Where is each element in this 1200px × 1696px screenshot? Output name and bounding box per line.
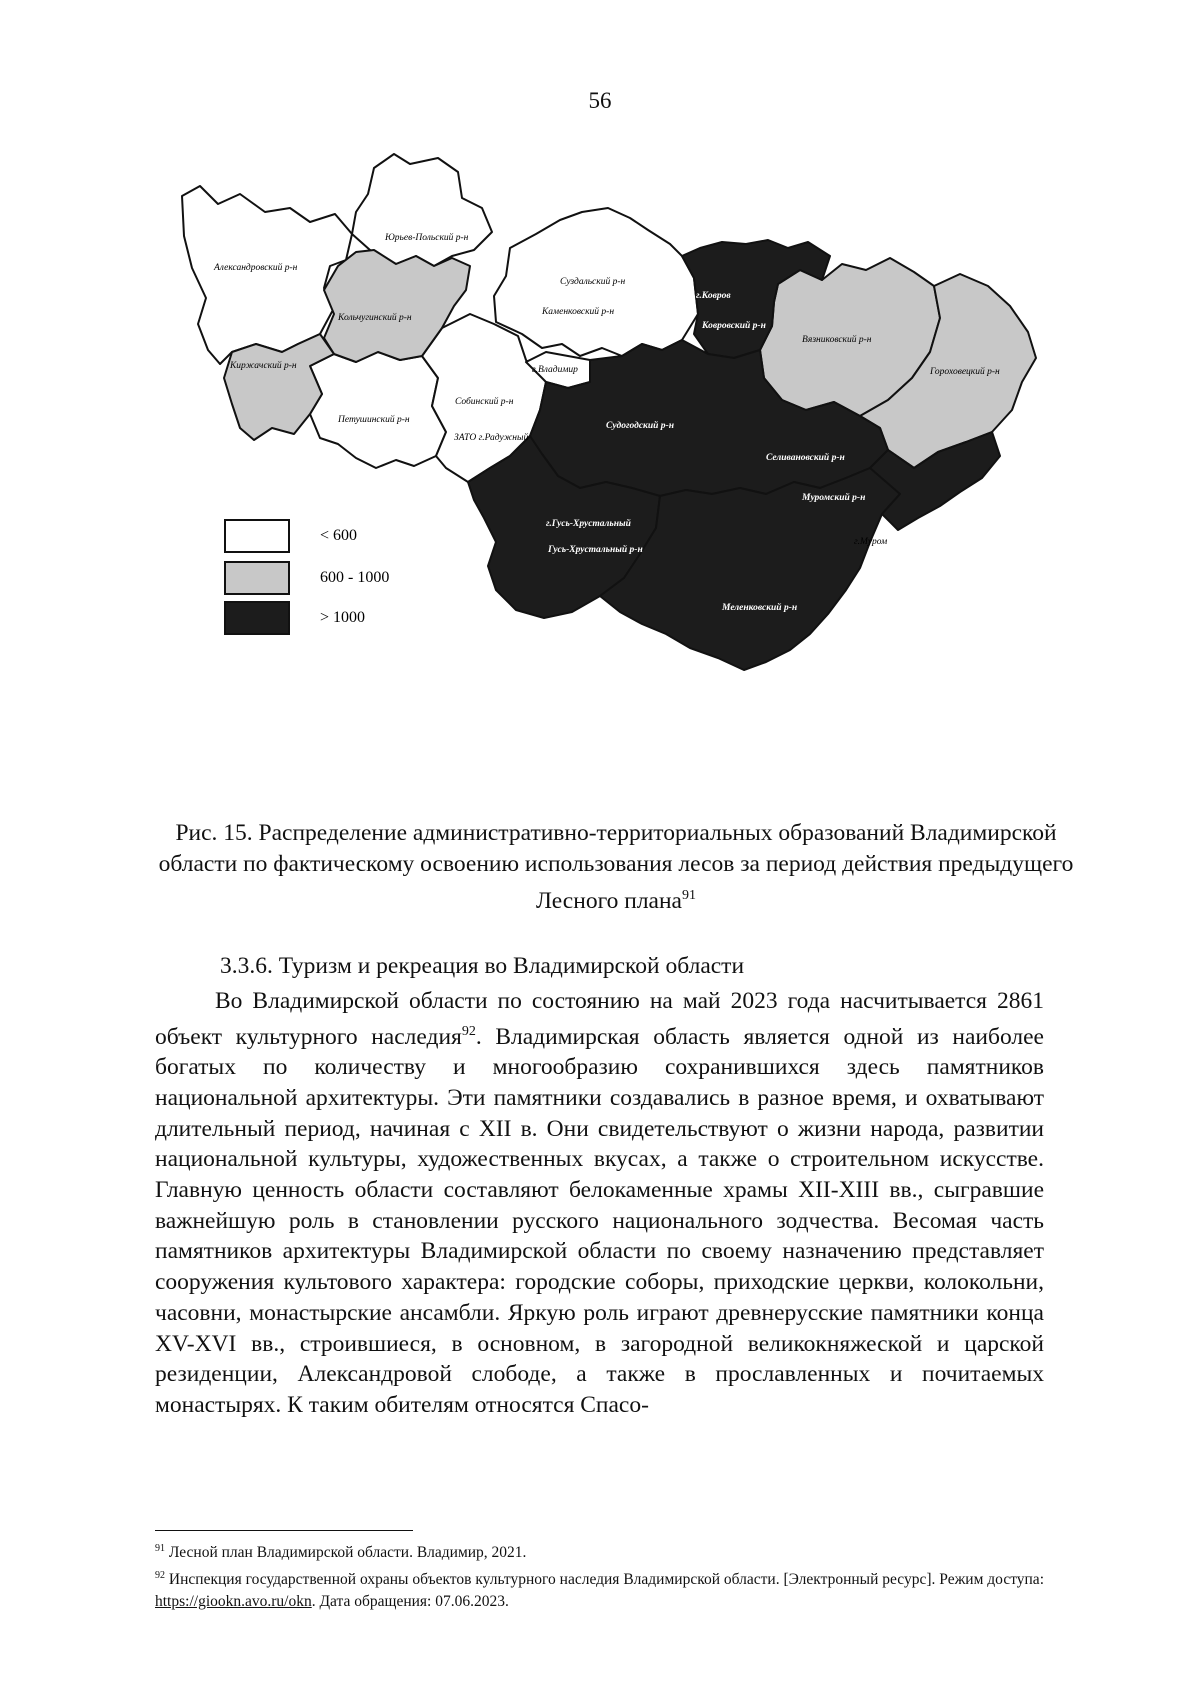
label-selivanovsky: Селивановский р-н	[766, 453, 845, 463]
legend-swatch-mid	[225, 562, 289, 594]
label-kirzhachsky: Киржачский р-н	[230, 361, 297, 371]
footnote-92	[155, 1565, 1044, 1613]
legend-swatch-low	[225, 520, 289, 552]
paragraph-part-1: Во Владимирской области по состоянию на май 2023 года насчитывается 2861 объект культурного наследия	[155, 988, 1044, 1050]
footnote-link[interactable]: https://giookn.avo.ru/okn	[155, 1593, 312, 1611]
label-kolchuginsky: Кольчугинский р-н	[338, 313, 412, 323]
legend-label-high: > 1000	[320, 609, 366, 626]
paragraph-footnote-ref: 92	[461, 1023, 476, 1039]
label-gus-district: Гусь-Хрустальный р-н	[548, 545, 643, 555]
label-kovrov-city: г.Ковров	[696, 291, 731, 301]
page-number: 56	[588, 88, 612, 113]
footnote-text: Инспекция государственной охраны объектов культурного наследия Владимирской области. [Электронный ресурс]. Режим доступа:	[168, 1571, 1044, 1589]
caption-text: Рис. 15. Распределение административно-территориальных образований Владимирской области по фактическому освоению использования лесов за период действия предыдущего Лесного плана	[158, 820, 1074, 914]
body-paragraph	[155, 986, 1044, 1421]
district-petushinsky	[310, 352, 446, 468]
caption-footnote-ref: 91	[681, 888, 696, 903]
label-vladimir: г.Владимир	[532, 365, 578, 375]
footnote-91	[155, 1538, 1044, 1564]
label-yuryev: Юрьев-Польский р-н	[385, 233, 469, 243]
district-map	[170, 138, 1100, 778]
paragraph-part-2: . Владимирская область является одной из наиболее богатых по количеству и многообразию сохранившихся здесь памятников национальной архитектуры. Эти памятники создавались в разное время, и охватывают длительный период, начиная с XII в. Они свидетельствуют о жизни народа, развитии национальной культуры, художественных вкусах, а также о строительном искусстве. Главную ценность области составляют белокаменные храмы XII-XIII вв., сыгравшие важнейшую роль в становлении русского национального зодчества. Весомая часть памятников архитектуры Владимирской области по своему назначению представляет сооружения культового характера: городские соборы, приходские церкви, колокольни, часовни, монастырские ансамбли. Яркую роль играют древнерусские памятники конца XV-XVI вв., строившиеся, в основном, в загородной великокняжеской и царской резиденции, Александровой слободе, а также в прославленных и почитаемых монастырях. К таким обителям относятся Спасо-	[155, 1023, 1044, 1418]
label-kamenkovsky: Каменковский р-н	[542, 307, 615, 317]
legend-label-mid: 600 - 1000	[320, 569, 390, 586]
body-text	[155, 986, 1044, 1421]
label-kovrovsky: Ковровский р-н	[702, 321, 766, 331]
footnote-number: 92	[155, 1570, 165, 1582]
label-petushinsky: Петушинский р-н	[338, 415, 410, 425]
footnote-text: Лесной план Владимирской области. Владимир, 2021.	[168, 1544, 527, 1562]
label-vyaznikovsky: Вязниковский р-н	[802, 335, 872, 345]
label-suzdalsky: Суздальский р-н	[560, 277, 626, 287]
section-heading: 3.3.6. Туризм и рекреация во Владимирской области	[220, 953, 745, 979]
label-zato: ЗАТО г.Радужный	[454, 433, 529, 443]
label-sudogodsky: Судогодский р-н	[606, 421, 674, 431]
label-gus-city: г.Гусь-Хрустальный	[546, 519, 631, 529]
footnote-number: 91	[155, 1543, 165, 1554]
footnotes	[155, 1538, 1044, 1614]
label-murom-city: г.Муром	[854, 537, 888, 547]
label-muromsky: Муромский р-н	[802, 493, 866, 503]
legend-swatch-high	[225, 602, 289, 634]
label-aleksandrovsky: Александровский р-н	[214, 263, 298, 273]
legend-label-low: < 600	[320, 527, 358, 544]
label-gorokhovetsky: Гороховецкий р-н	[930, 367, 1000, 377]
map-legend	[225, 520, 389, 634]
label-melenkovsky: Меленковский р-н	[722, 603, 798, 613]
label-sobinsky: Собинский р-н	[455, 397, 514, 407]
figure-caption	[150, 818, 1082, 917]
district-map-figure	[170, 138, 1100, 778]
footnote-text-end: . Дата обращения: 07.06.2023.	[311, 1593, 509, 1611]
footnote-separator	[155, 1530, 413, 1531]
